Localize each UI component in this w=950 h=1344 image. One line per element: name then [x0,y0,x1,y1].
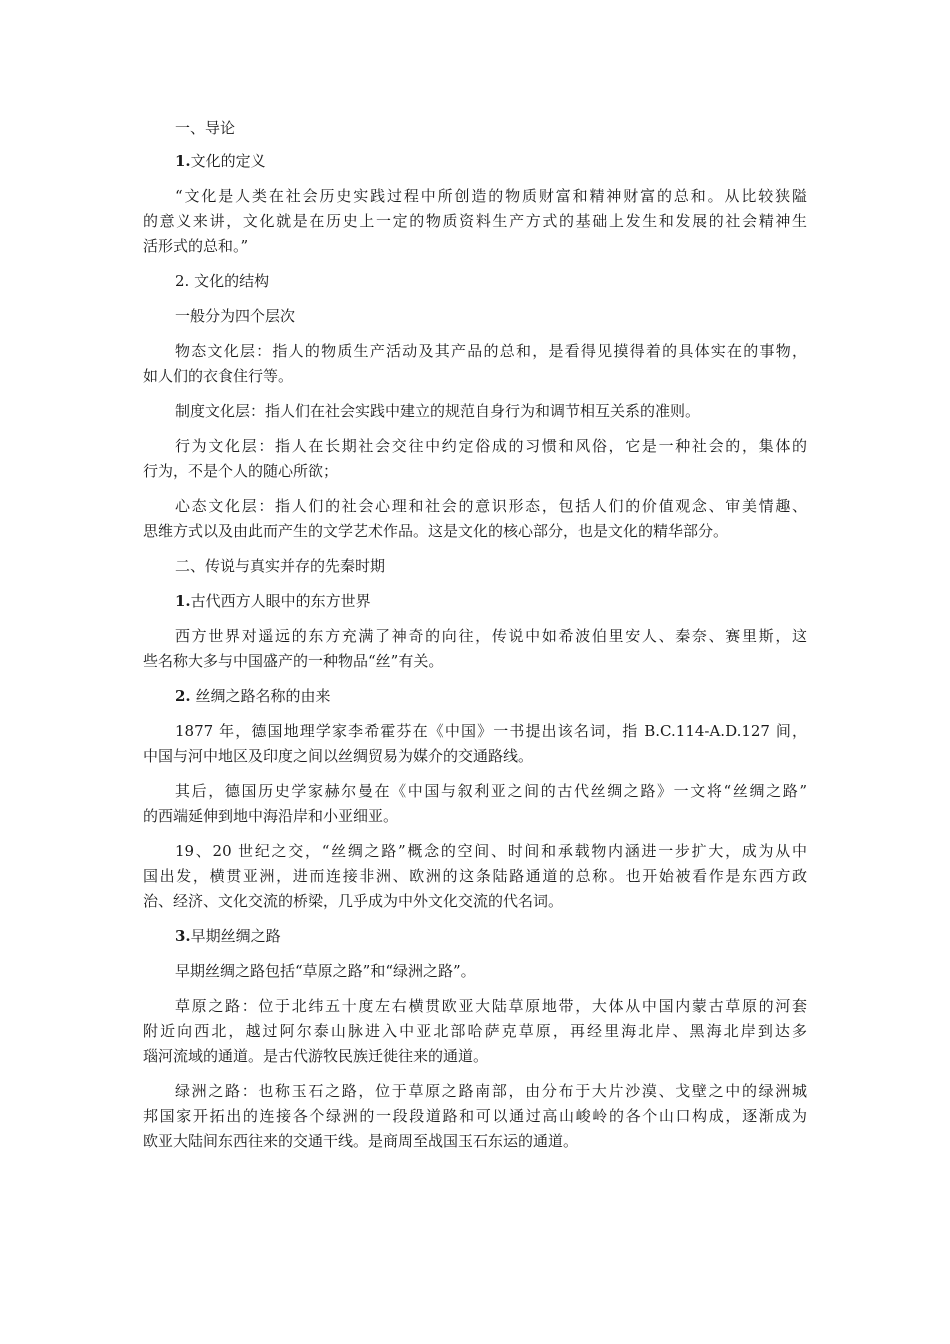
paragraph-line: 思维方式以及由此而产生的文学艺术作品。这是文化的核心部分，也是文化的精华部分。 [143,522,729,540]
paragraph-line: 些名称大多与中国盛产的一种物品“丝”有关。 [143,652,444,670]
paragraph-line: 附近向西北，越过阿尔泰山脉进入中亚北部哈萨克草原，再经里海北岸、黑海北岸到达多 [143,1022,807,1040]
paragraph-eastern-world [143,624,807,674]
section-heading-pre-qin: 二、传说与真实并存的先秦时期 [175,557,386,575]
paragraph-line: 活形式的总和。” [143,237,249,255]
paragraph-line: “文化是人类在社会历史实践过程中所创造的物质财富和精神财富的总和。从比较狭隘 [175,187,807,205]
subheading-culture-definition [143,149,807,174]
paragraph-line: 瑙河流域的通道。是古代游牧民族迁徙往来的通道。 [143,1047,489,1065]
paragraph-mentality-layer [143,494,807,544]
paragraph-line: 心态文化层：指人们的社会心理和社会的意识形态，包括人们的价值观念、审美情趣、 [175,497,807,515]
subheading-early-silk-road [143,924,807,949]
paragraph-oasis-road [143,1079,807,1154]
paragraph-institution-layer: 制度文化层：指人们在社会实践中建立的规范自身行为和调节相互关系的准则。 [175,402,701,420]
paragraph-steppe-road [143,994,807,1069]
paragraph-line: 如人们的衣食住行等。 [143,367,294,385]
paragraph-line: 19、20 世纪之交，“丝绸之路”概念的空间、时间和承载物内涵进一步扩大，成为从中 [175,842,807,860]
subheading-silk-road-name [143,684,807,709]
subheading-text: 古代西方人眼中的东方世界 [190,592,371,610]
document-body [143,116,807,1154]
subheading-eastern-world [143,589,807,614]
subheading-culture-structure: 2. 文化的结构 [175,272,270,290]
paragraph-line: 西方世界对遥远的东方充满了神奇的向往，传说中如希波伯里安人、秦奈、赛里斯，这 [175,627,807,645]
paragraph-four-levels: 一般分为四个层次 [175,307,296,325]
paragraph-line: 欧亚大陆间东西往来的交通干线。是商周至战国玉石东运的通道。 [143,1132,579,1150]
subheading-text: 丝绸之路名称的由来 [190,687,331,705]
paragraph-herrmann [143,779,807,829]
subheading-number: 3. [175,927,191,945]
subheading-number: 1. [175,592,191,610]
subheading-number: 2. [175,687,191,705]
paragraph-line: 邦国家开拓出的连接各个绿洲的一段段道路和可以通过高山峻岭的各个山口构成，逐渐成为 [143,1107,807,1125]
paragraph-line: 的意义来讲，文化就是在历史上一定的物质资料生产方式的基础上发生和发展的社会精神生 [143,212,807,230]
paragraph-behavior-layer [143,434,807,484]
paragraph-richthofen [143,719,807,769]
subheading-text: 早期丝绸之路 [190,927,281,945]
paragraph-line: 国出发，横贯亚洲，进而连接非洲、欧洲的这条陆路通道的总称。也开始被看作是东西方政 [143,867,807,885]
paragraph-line: 其后，德国历史学家赫尔曼在《中国与叙利亚之间的古代丝绸之路》一文将“丝绸之路” [175,782,807,800]
paragraph-line: 草原之路：位于北纬五十度左右横贯欧亚大陆草原地带，大体从中国内蒙古草原的河套 [175,997,807,1015]
paragraph-early-routes: 早期丝绸之路包括“草原之路”和“绿洲之路”。 [175,962,476,980]
paragraph-line: 物态文化层：指人的物质生产活动及其产品的总和，是看得见摸得着的具体实在的事物， [175,342,807,360]
subheading-text: 文化的定义 [190,152,266,170]
paragraph-line: 绿洲之路：也称玉石之路，位于草原之路南部，由分布于大片沙漠、戈壁之中的绿洲城 [175,1082,807,1100]
paragraph-line: 的西端延伸到地中海沿岸和小亚细亚。 [143,807,399,825]
paragraph-line: 1877 年，德国地理学家李希霍芬在《中国》一书提出该名词，指 B.C.114-A.D.127 间， [175,722,807,740]
paragraph-culture-definition [143,184,807,259]
section-heading-introduction: 一、导论 [175,119,236,137]
paragraph-line: 行为文化层：指人在长期社会交往中约定俗成的习惯和风俗，它是一种社会的，集体的 [175,437,807,455]
paragraph-line: 行为，不是个人的随心所欲； [143,462,339,480]
paragraph-concept-expansion [143,839,807,914]
paragraph-line: 中国与河中地区及印度之间以丝绸贸易为媒介的交通路线。 [143,747,534,765]
subheading-number: 1. [175,152,191,170]
paragraph-material-layer [143,339,807,389]
paragraph-line: 治、经济、文化交流的桥梁，几乎成为中外文化交流的代名词。 [143,892,564,910]
